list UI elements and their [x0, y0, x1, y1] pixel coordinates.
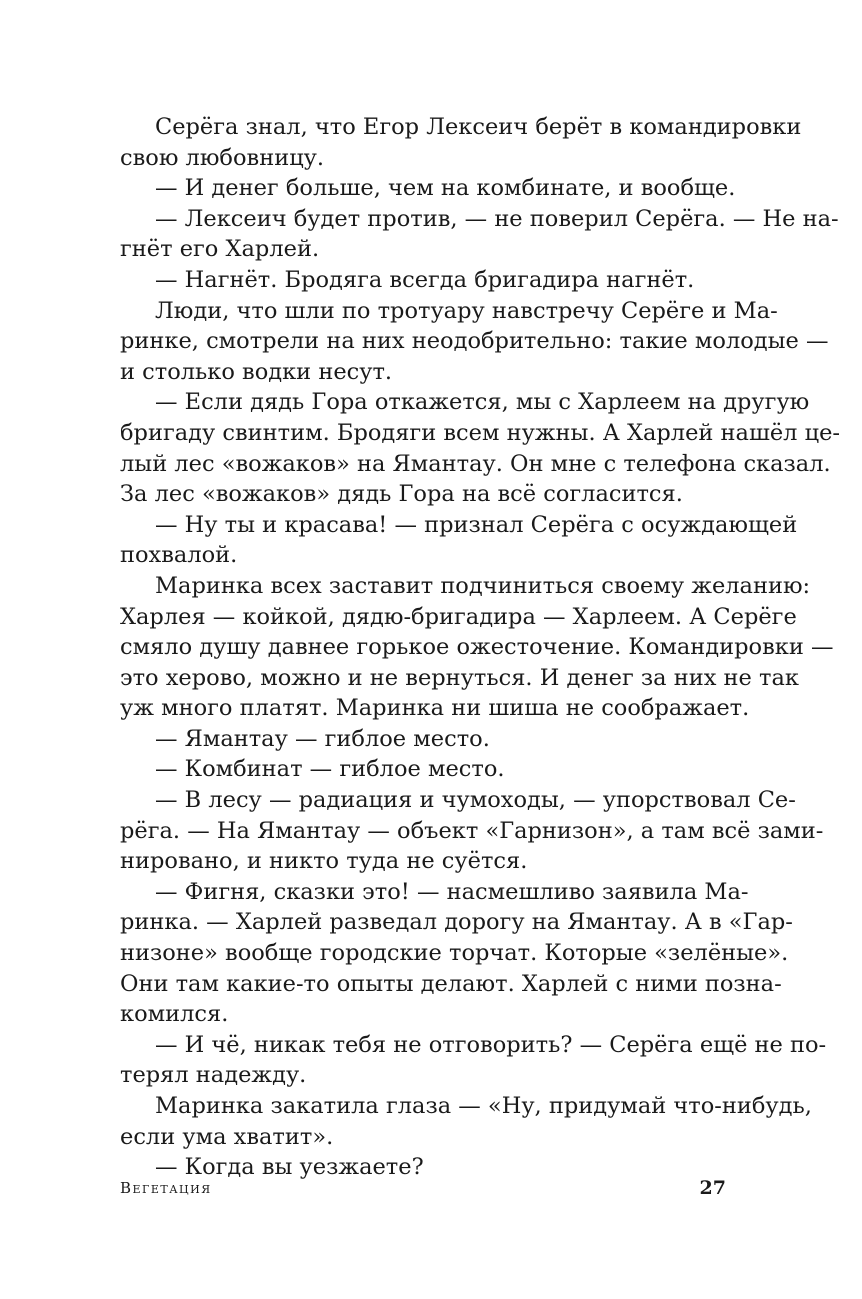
text-line: За лес «вожаков» дядь Гора на всё согласится. — [120, 481, 683, 508]
page-body — [120, 112, 841, 1183]
text-line: — Ямантау — гиблое место. — [155, 725, 490, 752]
text-line: похвалой. — [120, 542, 238, 569]
text-line: — Фигня, сказки это! — насмешливо заявила Ма- — [155, 878, 749, 905]
text-line: нировано, и никто туда не суётся. — [120, 848, 528, 875]
text-line: Харлея — койкой, дядю-бригадира — Харлеем. А Серёге — [120, 603, 797, 630]
text-line: ринке, смотрели на них неодобрительно: такие молодые — — [120, 328, 829, 355]
text-line: — Если дядь Гора откажется, мы с Харлеем на другую — [155, 389, 810, 416]
text-line: если ума хватит». — [120, 1123, 334, 1150]
text-line: — Комбинат — гиблое место. — [155, 756, 505, 783]
text-line: это херово, можно и не вернуться. И денег за них не так — [120, 664, 799, 691]
text-line: — Ну ты и красава! — признал Серёга с осуждающей — [155, 511, 798, 538]
text-line: Маринка всех заставит подчиниться своему желанию: — [155, 572, 811, 599]
text-line: — Когда вы уезжаете? — [155, 1154, 424, 1181]
text-line: — И денег больше, чем на комбинате, и вообще. — [155, 175, 736, 202]
text-line: рёга. — На Ямантау — объект «Гарнизон», а там всё зами- — [120, 817, 824, 844]
page-footer — [120, 1177, 726, 1201]
text-line: смяло душу давнее горькое ожесточение. Командировки — — [120, 634, 834, 661]
text-line: уж много платят. Маринка ни шиша не соображает. — [120, 695, 750, 722]
running-title: Вегетация — [120, 1179, 212, 1197]
text-line: комился. — [120, 1001, 229, 1028]
text-line: — Лексеич будет против, — не поверил Серёга. — Не на- — [155, 205, 839, 232]
text-line: — В лесу — радиация и чумоходы, — упорствовал Се- — [155, 787, 796, 814]
text-line: низоне» вообще городские торчат. Которые «зелёные». — [120, 940, 789, 967]
text-line: ринка. — Харлей разведал дорогу на Ямантау. А в «Гар- — [120, 909, 793, 936]
text-line: Люди, что шли по тротуару навстречу Серёге и Ма- — [155, 297, 778, 324]
text-line: — И чё, никак тебя не отговорить? — Серёга ещё не по- — [155, 1031, 827, 1058]
text-line: и столько водки несут. — [120, 358, 393, 385]
text-line: Серёга знал, что Егор Лексеич берёт в командировки — [155, 114, 802, 140]
text-line: свою любовницу. — [120, 144, 325, 171]
text-line: терял надежду. — [120, 1062, 307, 1089]
text-line: лый лес «вожаков» на Ямантау. Он мне с телефона сказал. — [120, 450, 831, 477]
text-line: гнёт его Харлей. — [120, 236, 320, 263]
page-number: 27 — [699, 1177, 726, 1199]
text-line: Маринка закатила глаза — «Ну, придумай что-нибудь, — [155, 1093, 812, 1119]
text-line: — Нагнёт. Бродяга всегда бригадира нагнёт. — [155, 266, 695, 293]
text-line: Они там какие-то опыты делают. Харлей с ними позна- — [120, 970, 782, 997]
text-line: бригаду свинтим. Бродяги всем нужны. А Харлей нашёл це- — [120, 419, 841, 446]
